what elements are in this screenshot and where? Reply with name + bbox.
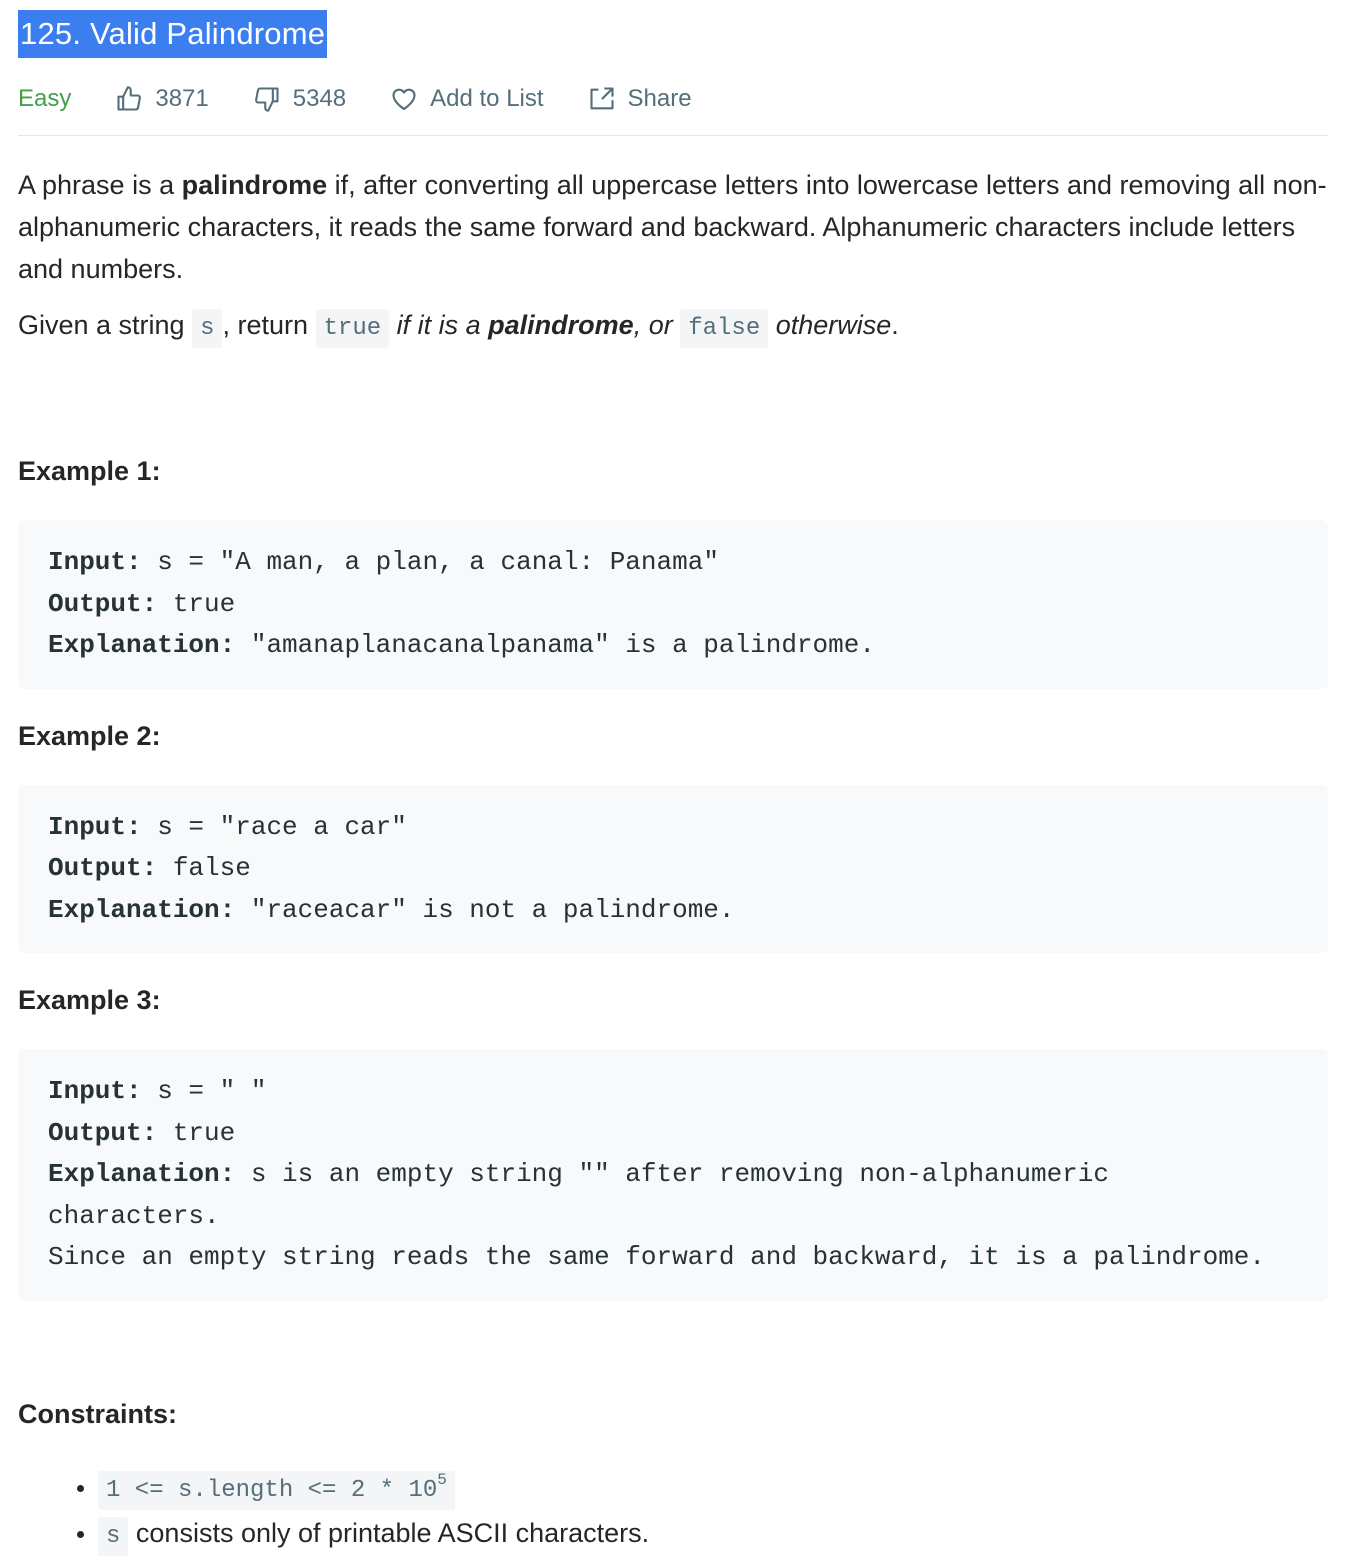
problem-page — [18, 10, 1328, 1558]
description-paragraph-2 — [18, 304, 1328, 350]
description-text: Given a string — [18, 310, 193, 340]
example-1-title: Example 1: — [18, 456, 161, 486]
description-text: if, after converting all uppercase letters into lowercase letters and removing all non-alphanumeric characters, it reads the same forward and backward. Alphanumeric characters include letters and numbers. — [18, 170, 1327, 284]
output-label: Output: — [48, 1117, 158, 1148]
constraint-exponent: 5 — [437, 1470, 447, 1489]
input-label: Input: — [48, 811, 142, 842]
like-button[interactable] — [115, 85, 208, 113]
example-3-block — [18, 1049, 1328, 1301]
description-text: otherwise — [768, 310, 892, 340]
dislike-button[interactable] — [253, 85, 346, 113]
output-label: Output: — [48, 588, 158, 619]
inline-code: s — [192, 309, 222, 348]
share-label: Share — [627, 85, 692, 112]
constraints-list — [18, 1466, 1328, 1558]
description-text: A phrase is a — [18, 170, 182, 200]
add-to-list-button[interactable] — [390, 85, 543, 113]
explanation-value: s is an empty string "" after removing non-alphanumeric characters. — [48, 1159, 1125, 1231]
output-label: Output: — [48, 853, 158, 883]
input-label: Input: — [48, 547, 142, 577]
example-1-block — [18, 520, 1328, 689]
explanation-value: "amanaplanacanalpanama" is a palindrome. — [235, 630, 875, 660]
dislike-count: 5348 — [292, 85, 347, 112]
input-value: s = " " — [141, 1076, 267, 1106]
constraint-item — [98, 1466, 1328, 1512]
explanation-label: Explanation: — [48, 630, 236, 660]
like-count: 3871 — [155, 85, 209, 112]
output-value: true — [157, 588, 236, 619]
description-text: if it is a — [389, 310, 489, 340]
input-value: s = "race a car" — [141, 811, 407, 842]
thumbs-down-icon — [253, 85, 281, 113]
output-value: false — [157, 853, 251, 883]
share-button[interactable] — [588, 85, 692, 113]
description-term: palindrome — [181, 170, 328, 200]
inline-code: true — [316, 309, 390, 348]
inline-code: false — [680, 309, 768, 348]
example-3-title: Example 3: — [18, 985, 161, 1015]
constraint-item — [98, 1512, 1328, 1558]
constraints-title: Constraints: — [18, 1398, 178, 1429]
inline-code — [98, 1471, 455, 1510]
add-to-list-label: Add to List — [430, 85, 544, 112]
output-value: true — [157, 1117, 236, 1148]
constraint-code: 1 <= s.length <= 2 * 10 — [106, 1476, 438, 1504]
input-value: s = "A man, a plan, a canal: Panama" — [141, 547, 719, 577]
example-2-title: Example 2: — [18, 720, 161, 751]
explanation-label: Explanation: — [48, 1159, 236, 1189]
explanation-continued: Since an empty string reads the same forward and backward, it is a palindrome. — [48, 1242, 1265, 1272]
heart-icon — [390, 85, 418, 113]
example-2-block — [18, 785, 1328, 954]
explanation-value: "raceacar" is not a palindrome. — [235, 894, 735, 925]
description-text: . — [891, 310, 899, 340]
problem-description — [18, 164, 1328, 350]
problem-meta-bar — [18, 79, 1328, 119]
description-term: palindrome — [488, 310, 634, 340]
inline-code: s — [98, 1517, 128, 1556]
description-paragraph-1 — [18, 164, 1328, 290]
explanation-label: Explanation: — [48, 894, 236, 925]
header-divider — [18, 135, 1328, 136]
share-icon — [588, 85, 616, 113]
difficulty-badge: Easy — [18, 85, 72, 112]
thumbs-up-icon — [115, 85, 143, 113]
constraint-text: consists only of printable ASCII characters. — [128, 1517, 650, 1548]
description-text: , return — [222, 310, 316, 340]
input-label: Input: — [48, 1076, 142, 1106]
description-text: , or — [633, 310, 681, 340]
problem-title: 125. Valid Palindrome — [18, 10, 327, 58]
